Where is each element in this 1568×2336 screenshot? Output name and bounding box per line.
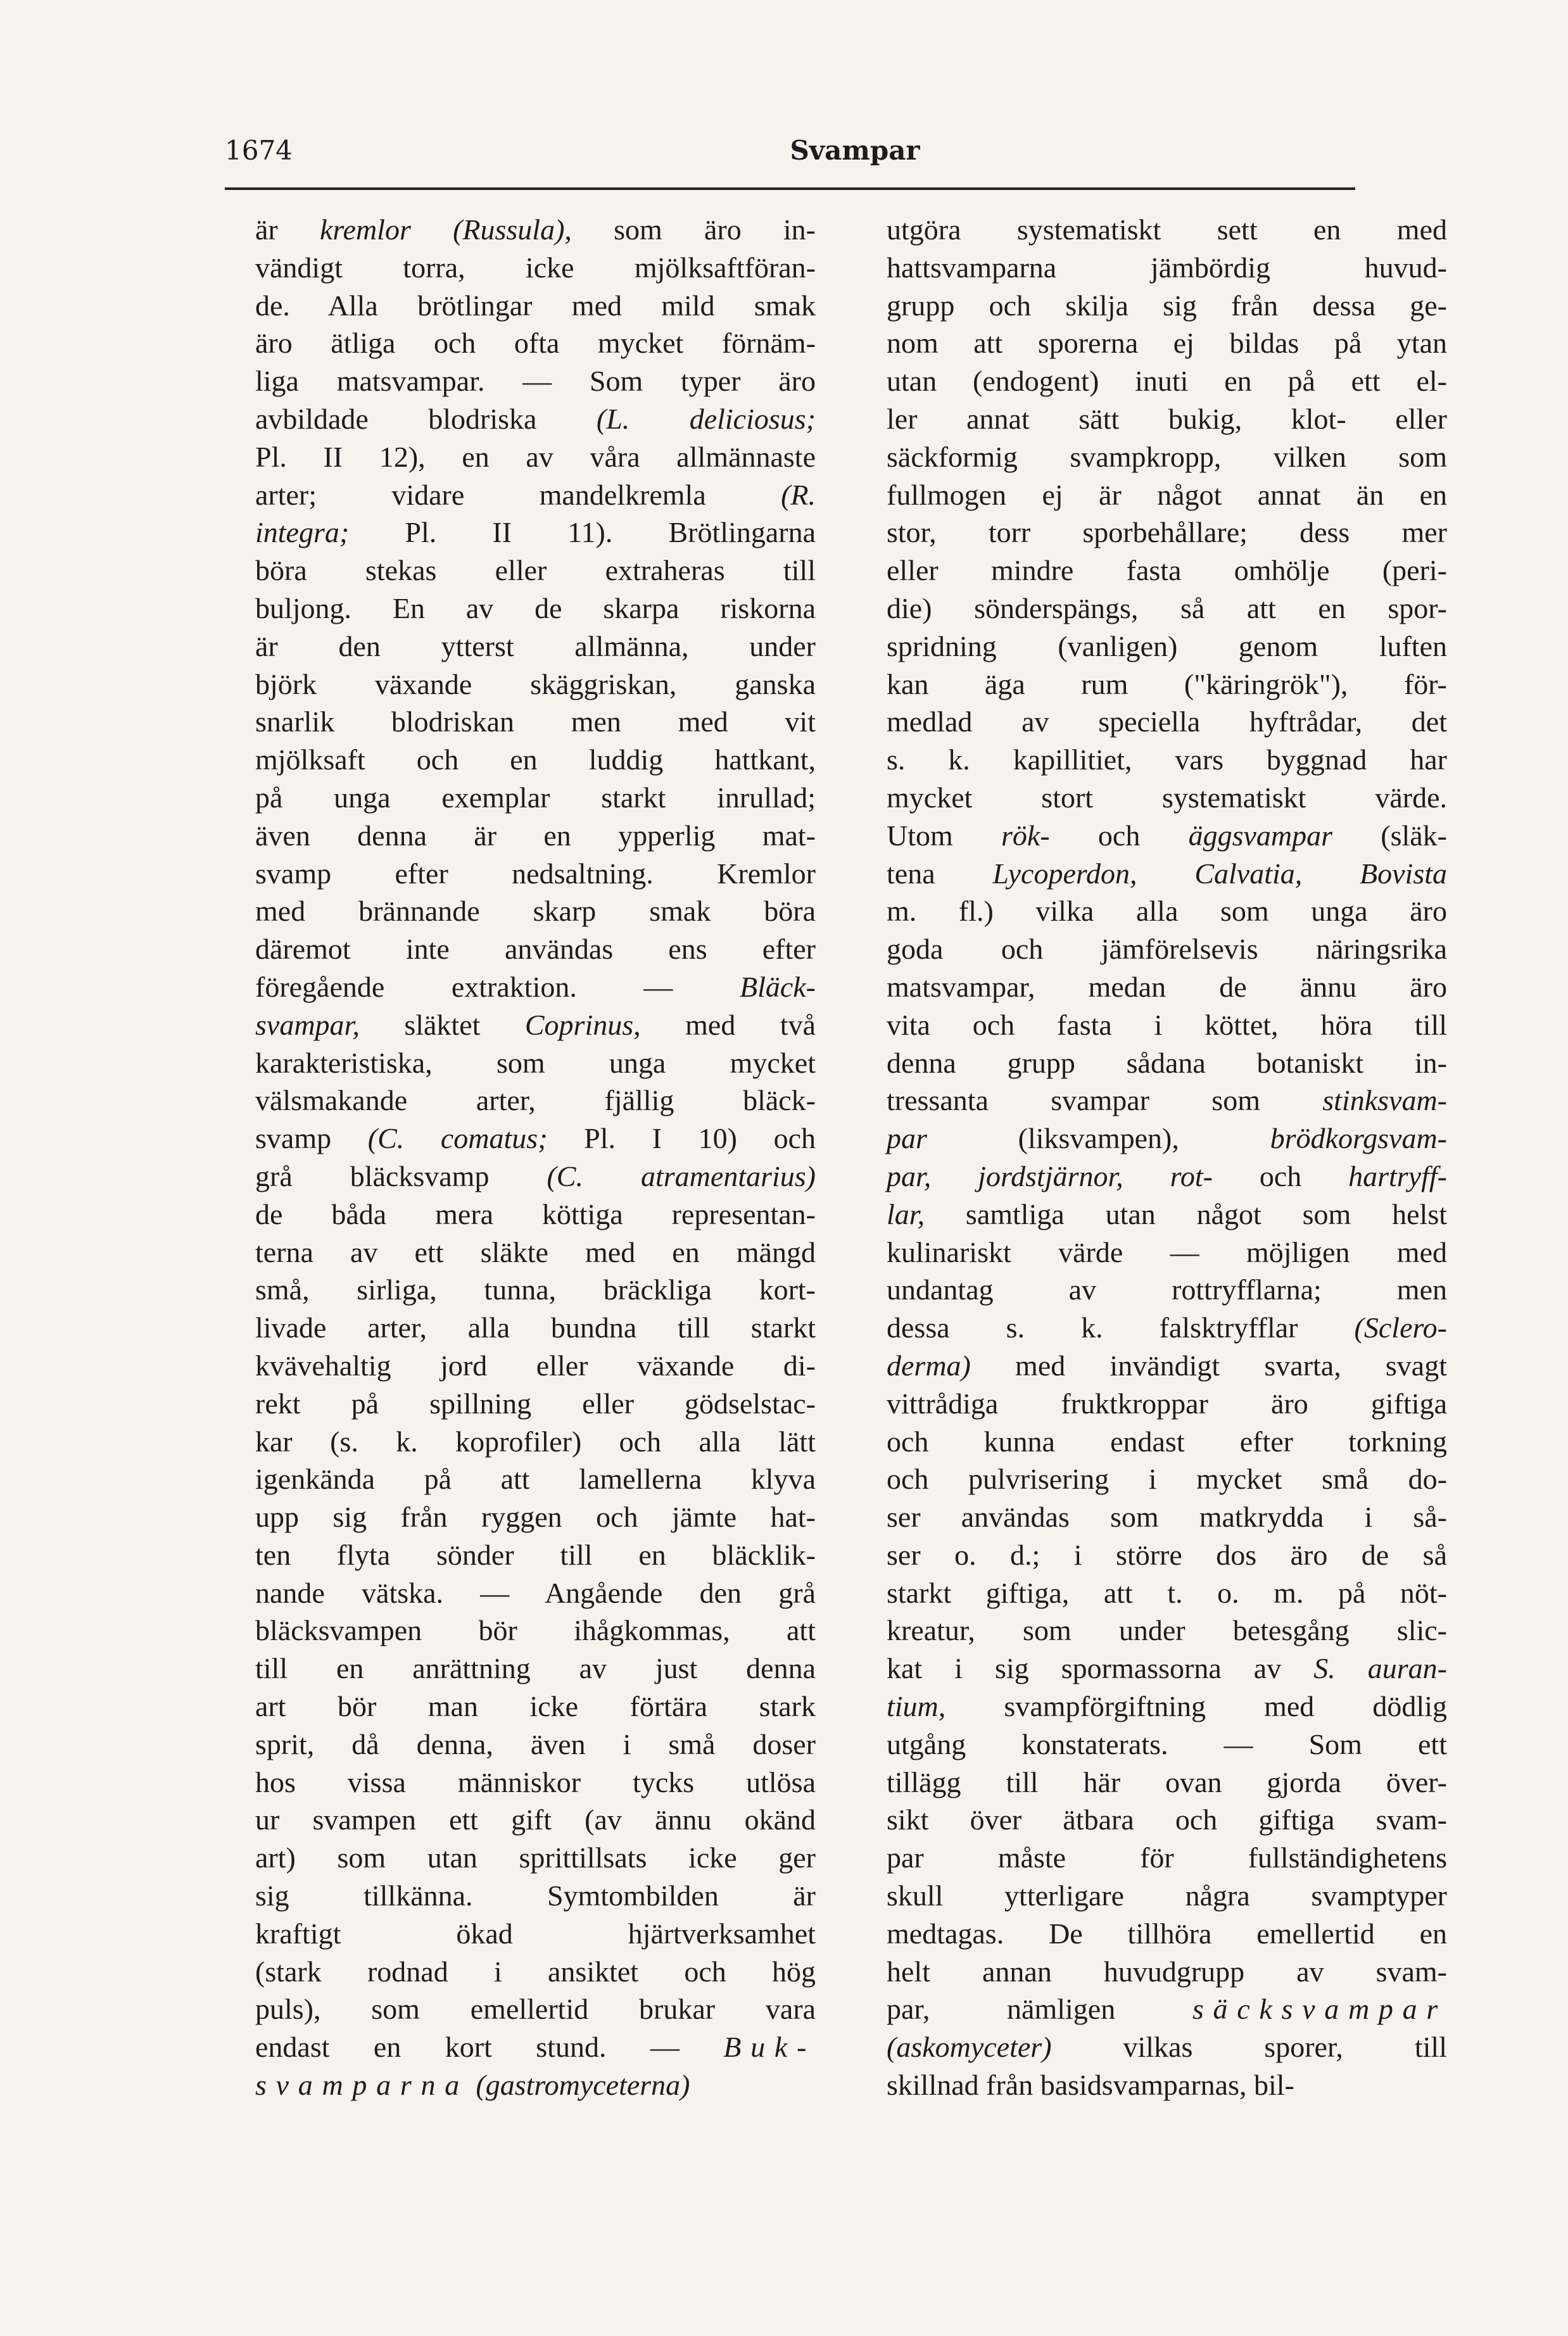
- text-segment: Buk-: [723, 2031, 816, 2064]
- text-segment: de. Alla brötlingar med mild smak: [255, 289, 816, 322]
- text-segment: och: [1049, 819, 1189, 852]
- text-segment: och kunna endast efter torkning: [887, 1425, 1447, 1458]
- text-line: [255, 703, 816, 741]
- text-segment: (askomyceter): [887, 2031, 1052, 2064]
- text-line: [887, 1082, 1447, 1120]
- text-line: [887, 1764, 1447, 1802]
- text-line: [887, 476, 1447, 514]
- text-segment: liga matsvampar. — Som typer äro: [255, 365, 816, 398]
- text-line: [255, 741, 816, 779]
- text-line: [887, 1271, 1447, 1309]
- text-segment: fullmogen ej är något annat än en: [887, 478, 1447, 511]
- text-line: [887, 438, 1447, 476]
- right-column: [887, 211, 1447, 2104]
- text-segment: livade arter, alla bundna till starkt: [255, 1311, 816, 1344]
- text-line: [887, 1574, 1447, 1612]
- text-segment: vita och fasta i köttet, höra till: [887, 1008, 1447, 1041]
- text-line: [887, 590, 1447, 628]
- text-segment: par, nämligen: [887, 1993, 1192, 2026]
- text-line: [255, 1271, 816, 1309]
- text-line: [255, 1385, 816, 1423]
- text-line: [255, 1082, 816, 1120]
- text-line: [887, 211, 1447, 249]
- text-segment: kremlor (Russula),: [319, 213, 572, 246]
- text-segment: tium,: [887, 1690, 946, 1723]
- text-segment: s. k. kapillitiet, vars byggnad har: [887, 743, 1447, 776]
- text-segment: Pl. I 10) och: [547, 1122, 816, 1155]
- text-segment: små, sirliga, tunna, bräckliga kort-: [255, 1273, 816, 1306]
- text-line: [255, 1309, 816, 1347]
- text-line: [255, 1650, 816, 1688]
- text-segment: med invändigt svarta, svagt: [970, 1349, 1447, 1382]
- text-line: [255, 1423, 816, 1461]
- text-segment: Utom: [887, 819, 1002, 852]
- text-segment: rekt på spillning eller gödselstac-: [255, 1387, 816, 1420]
- text-segment: vittrådiga fruktkroppar äro giftiga: [887, 1387, 1447, 1420]
- text-line: [887, 1120, 1447, 1158]
- text-segment: de båda mera köttiga representan-: [255, 1197, 816, 1230]
- text-line: [255, 211, 816, 249]
- text-segment: m. fl.) vilka alla som unga äro: [887, 895, 1447, 928]
- text-segment: (C. atramentarius): [547, 1159, 816, 1192]
- text-segment: samtliga utan något som helst: [925, 1197, 1447, 1230]
- text-segment: kat i sig spormassorna av: [887, 1652, 1314, 1685]
- text-line: [255, 1234, 816, 1272]
- text-line: [255, 1726, 816, 1764]
- text-line: [255, 1536, 816, 1574]
- text-segment: hos vissa människor tycks utlösa: [255, 1765, 816, 1798]
- text-segment: starkt giftiga, att t. o. m. på nöt-: [887, 1576, 1447, 1609]
- text-segment: utgöra systematiskt sett en med: [887, 213, 1447, 246]
- text-line: [255, 249, 816, 287]
- text-segment: eller mindre fasta omhölje (peri-: [887, 554, 1447, 587]
- text-segment: och pulvrisering i mycket små do-: [887, 1463, 1447, 1496]
- text-line: [887, 1498, 1447, 1536]
- text-line: [255, 1612, 816, 1650]
- text-segment: Bläck-: [739, 970, 816, 1003]
- text-line: [255, 855, 816, 893]
- text-segment: puls), som emellertid brukar vara: [255, 1993, 816, 2026]
- text-segment: (stark rodnad i ansiktet och hög: [255, 1955, 816, 1988]
- text-segment: karakteristiska, som unga mycket: [255, 1046, 816, 1079]
- text-segment: säcksvampar: [1192, 1993, 1447, 2026]
- text-segment: tressanta svampar som: [887, 1084, 1323, 1117]
- page-header: [225, 125, 1355, 176]
- text-line: [887, 552, 1447, 590]
- text-segment: snarlik blodriskan men med vit: [255, 705, 816, 738]
- text-segment: äro ätliga och ofta mycket förnäm-: [255, 327, 816, 360]
- text-segment: endast en kort stund. —: [255, 2031, 724, 2064]
- text-segment: kreatur, som under betesgång slic-: [887, 1614, 1447, 1647]
- text-line: [887, 1953, 1447, 1991]
- text-segment: terna av ett släkte med en mängd: [255, 1235, 816, 1268]
- text-segment: bläcksvampen bör ihågkommas, att: [255, 1614, 816, 1647]
- text-segment: rök-: [1001, 819, 1050, 852]
- text-line: [887, 1915, 1447, 1953]
- text-segment: spridning (vanligen) genom luften: [887, 629, 1447, 662]
- text-segment: derma): [887, 1349, 971, 1382]
- text-line: [255, 1915, 816, 1953]
- text-line: [255, 779, 816, 817]
- text-segment: dessa s. k. falsktryfflar: [887, 1311, 1355, 1344]
- text-segment: utgång konstaterats. — Som ett: [887, 1727, 1447, 1760]
- text-line: [255, 968, 816, 1006]
- text-line: [255, 1990, 816, 2028]
- text-line: [255, 1877, 816, 1915]
- text-line: [887, 1234, 1447, 1272]
- text-line: [887, 362, 1447, 400]
- text-line: [887, 1309, 1447, 1347]
- text-segment: och: [1212, 1159, 1349, 1192]
- text-line: [887, 1460, 1447, 1498]
- running-title: Svampar: [790, 135, 920, 166]
- text-line: [887, 703, 1447, 741]
- text-segment: art bör man icke förtära stark: [255, 1690, 816, 1723]
- text-segment: som äro in-: [571, 213, 816, 246]
- text-segment: undantag av rottryfflarna; men: [887, 1273, 1447, 1306]
- text-segment: däremot inte användas ens efter: [255, 933, 816, 966]
- text-line: [255, 1574, 816, 1612]
- text-segment: ser o. d.; i större dos äro de så: [887, 1538, 1447, 1571]
- text-segment: kan äga rum ("käringrök"), för-: [887, 667, 1447, 700]
- header-rule: [225, 187, 1355, 190]
- text-segment: utan (endogent) inuti en på ett el-: [887, 365, 1447, 398]
- text-segment: par: [887, 1122, 927, 1155]
- text-segment: (Sclero-: [1354, 1311, 1447, 1344]
- text-segment: (gastromyceterna): [468, 2069, 690, 2102]
- text-segment: art) som utan sprittillsats icke ger: [255, 1841, 816, 1874]
- text-segment: (C. comatus;: [367, 1122, 548, 1155]
- text-segment: nande vätska. — Angående den grå: [255, 1576, 816, 1609]
- text-segment: buljong. En av de skarpa riskorna: [255, 591, 816, 624]
- text-line: [887, 1006, 1447, 1044]
- text-segment: välsmakande arter, fjällig bläck-: [255, 1084, 816, 1117]
- text-line: [887, 666, 1447, 704]
- text-line: [887, 1347, 1447, 1385]
- text-line: [255, 892, 816, 930]
- text-segment: även denna är en ypperlig mat-: [255, 819, 816, 852]
- text-segment: svamp: [255, 1122, 368, 1155]
- text-segment: denna grupp sådana botaniskt in-: [887, 1046, 1447, 1079]
- text-segment: Coprinus,: [524, 1008, 641, 1041]
- text-line: [887, 892, 1447, 930]
- text-segment: vilkas sporer, till: [1051, 2031, 1447, 2064]
- left-column: [255, 211, 816, 2104]
- text-line: [255, 476, 816, 514]
- text-line: [887, 817, 1447, 855]
- text-segment: tena: [887, 857, 993, 890]
- text-line: [887, 1044, 1447, 1082]
- text-segment: hartryff-: [1348, 1159, 1447, 1192]
- text-segment: släktet: [359, 1008, 525, 1041]
- text-segment: medtagas. De tillhöra emellertid en: [887, 1917, 1447, 1950]
- text-line: [255, 1839, 816, 1877]
- text-segment: upp sig från ryggen och jämte hat-: [255, 1501, 816, 1534]
- text-line: [887, 2028, 1447, 2066]
- text-line: [255, 2028, 816, 2066]
- text-line: [887, 1423, 1447, 1461]
- text-segment: lar,: [887, 1197, 925, 1230]
- text-line: [255, 628, 816, 666]
- text-segment: ur svampen ett gift (av ännu okänd: [255, 1803, 816, 1836]
- text-line: [255, 930, 816, 968]
- text-segment: sikt över ätbara och giftiga svam-: [887, 1803, 1447, 1836]
- text-segment: mjölksaft och en luddig hattkant,: [255, 743, 816, 776]
- text-line: [887, 1990, 1447, 2028]
- text-segment: äggsvampar: [1188, 819, 1333, 852]
- text-segment: till en anrättning av just denna: [255, 1652, 816, 1685]
- text-line: [255, 287, 816, 325]
- text-segment: (liksvampen),: [926, 1122, 1270, 1155]
- text-line: [255, 1498, 816, 1536]
- text-segment: ler annat sätt bukig, klot- eller: [887, 402, 1447, 435]
- text-line: [887, 1536, 1447, 1574]
- text-line: [255, 552, 816, 590]
- text-segment: helt annan huvudgrupp av svam-: [887, 1955, 1447, 1988]
- text-segment: (L. deliciosus;: [596, 402, 816, 435]
- text-segment: kulinariskt värde — möjligen med: [887, 1235, 1447, 1268]
- text-segment: goda och jämförelsevis näringsrika: [887, 933, 1447, 966]
- text-line: [255, 2066, 816, 2104]
- text-line: [887, 249, 1447, 287]
- text-segment: på unga exemplar starkt inrullad;: [255, 781, 816, 814]
- text-line: [255, 817, 816, 855]
- text-line: [887, 287, 1447, 325]
- text-segment: nom att sporerna ej bildas på ytan: [887, 327, 1447, 360]
- text-line: [887, 1158, 1447, 1196]
- text-line: [887, 400, 1447, 438]
- text-line: [255, 1688, 816, 1726]
- text-line: [255, 590, 816, 628]
- text-line: [255, 1764, 816, 1802]
- text-segment: Pl. II 11). Brötlingarna: [349, 516, 816, 549]
- text-segment: svampar,: [255, 1008, 360, 1041]
- text-line: [255, 1006, 816, 1044]
- page-number: 1674: [225, 135, 293, 166]
- text-segment: par måste för fullständighetens: [887, 1841, 1447, 1874]
- text-segment: skull ytterligare några svamptyper: [887, 1879, 1447, 1912]
- text-segment: med två: [640, 1008, 816, 1041]
- text-line: [255, 1120, 816, 1158]
- text-segment: (R.: [781, 478, 816, 511]
- text-segment: stor, torr sporbehållare; dess mer: [887, 516, 1447, 549]
- text-line: [887, 1650, 1447, 1688]
- text-line: [255, 400, 816, 438]
- text-segment: sprit, då denna, även i små doser: [255, 1727, 816, 1760]
- text-segment: svamp efter nedsaltning. Kremlor: [255, 857, 816, 890]
- text-segment: brödkorgsvam-: [1270, 1122, 1447, 1155]
- text-segment: hattsvamparna jämbördig huvud-: [887, 251, 1447, 284]
- text-line: [887, 1839, 1447, 1877]
- text-segment: kar (s. k. koprofiler) och alla lätt: [255, 1425, 816, 1458]
- text-segment: kvävehaltig jord eller växande di-: [255, 1349, 816, 1382]
- text-segment: svamparna: [255, 2069, 469, 2102]
- text-line: [887, 628, 1447, 666]
- text-segment: integra;: [255, 516, 350, 549]
- text-segment: avbildade blodriska: [255, 402, 597, 435]
- text-segment: Lycoperdon, Calvatia, Bovista: [992, 857, 1447, 890]
- text-line: [887, 855, 1447, 893]
- text-segment: med brännande skarp smak böra: [255, 895, 816, 928]
- text-line: [255, 1953, 816, 1991]
- text-segment: ten flyta sönder till en bläcklik-: [255, 1538, 816, 1571]
- text-segment: vändigt torra, icke mjölksaftföran-: [255, 251, 816, 284]
- text-line: [887, 2066, 1447, 2104]
- text-line: [255, 324, 816, 362]
- text-segment: die) sönderspängs, så att en spor-: [887, 591, 1447, 624]
- text-segment: tillägg till här ovan gjorda över-: [887, 1765, 1447, 1798]
- text-segment: svampförgiftning med dödlig: [945, 1690, 1447, 1723]
- text-line: [887, 1196, 1447, 1234]
- text-line: [255, 514, 816, 552]
- text-segment: medlad av speciella hyftrådar, det: [887, 705, 1447, 738]
- text-segment: stinksvam-: [1322, 1084, 1447, 1117]
- text-segment: ser användas som matkrydda i så-: [887, 1501, 1447, 1534]
- text-segment: björk växande skäggriskan, ganska: [255, 667, 816, 700]
- text-line: [255, 1158, 816, 1196]
- text-line: [255, 438, 816, 476]
- text-line: [887, 514, 1447, 552]
- text-segment: S. auran-: [1313, 1652, 1447, 1685]
- text-line: [887, 968, 1447, 1006]
- text-line: [255, 1044, 816, 1082]
- text-segment: grupp och skilja sig från dessa ge-: [887, 289, 1447, 322]
- text-segment: är den ytterst allmänna, under: [255, 629, 816, 662]
- text-line: [887, 779, 1447, 817]
- text-line: [255, 1347, 816, 1385]
- text-line: [887, 1688, 1447, 1726]
- text-segment: kraftigt ökad hjärtverksamhet: [255, 1917, 816, 1950]
- text-segment: säckformig svampkropp, vilken som: [887, 440, 1447, 473]
- text-segment: (släk-: [1332, 819, 1448, 852]
- text-segment: arter; vidare mandelkremla: [255, 478, 781, 511]
- text-segment: mycket stort systematiskt värde.: [887, 781, 1447, 814]
- text-segment: par, jordstjärnor, rot-: [887, 1159, 1213, 1192]
- text-line: [255, 362, 816, 400]
- text-segment: böra stekas eller extraheras till: [255, 554, 816, 587]
- text-line: [887, 1877, 1447, 1915]
- text-line: [887, 741, 1447, 779]
- text-segment: Pl. II 12), en av våra allmännaste: [255, 440, 816, 473]
- text-segment: föregående extraktion. —: [255, 970, 740, 1003]
- text-line: [255, 1196, 816, 1234]
- text-line: [887, 1801, 1447, 1839]
- text-line: [887, 1385, 1447, 1423]
- text-line: [255, 1460, 816, 1498]
- text-segment: matsvampar, medan de ännu äro: [887, 970, 1447, 1003]
- text-segment: grå bläcksvamp: [255, 1159, 547, 1192]
- text-segment: igenkända på att lamellerna klyva: [255, 1463, 816, 1496]
- text-line: [887, 1726, 1447, 1764]
- text-segment: sig tillkänna. Symtombilden är: [255, 1879, 816, 1912]
- text-segment: skillnad från basidsvamparnas, bil-: [887, 2069, 1294, 2102]
- text-line: [887, 1612, 1447, 1650]
- text-line: [887, 324, 1447, 362]
- text-line: [255, 1801, 816, 1839]
- text-segment: är: [255, 213, 320, 246]
- text-line: [255, 666, 816, 704]
- text-line: [887, 930, 1447, 968]
